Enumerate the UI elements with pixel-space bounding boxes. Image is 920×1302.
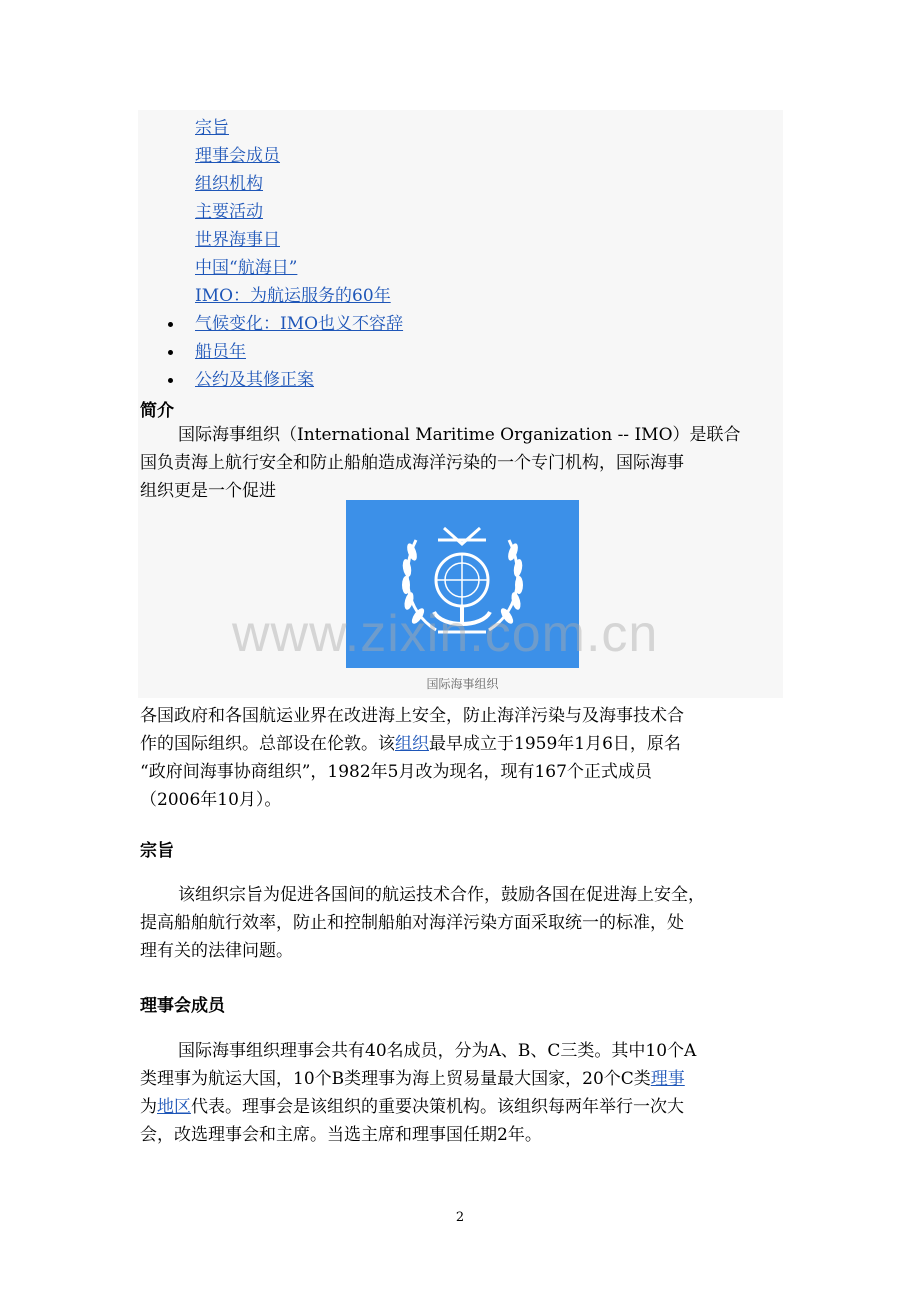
bullet-dot — [168, 350, 173, 355]
text-segment: 作的国际组织。总部设在伦敦。该 — [140, 734, 395, 754]
toc-link-council[interactable]: 理事会成员 — [195, 146, 280, 166]
bullet-dot — [168, 322, 173, 327]
section-heading-purpose: 宗旨 — [140, 841, 174, 861]
text-line: 提高船舶航行效率，防止和控制船舶对海洋污染方面采取统一的标准，处 — [140, 913, 684, 933]
text-segment: 类理事为航运大国，10个B类理事为海上贸易量最大国家，20个C类 — [140, 1069, 651, 1089]
text-line: “政府间海事协商组织”，1982年5月改为现名，现有167个正式成员 — [140, 762, 652, 782]
figure-caption: 国际海事组织 — [426, 677, 499, 691]
text-segment: 最早成立于1959年1月6日，原名 — [429, 734, 681, 754]
text-segment: 代表。理事会是该组织的重要决策机构。该组织每两年举行一次大 — [191, 1097, 684, 1117]
toc-link-activities[interactable]: 主要活动 — [195, 202, 263, 222]
organization-link[interactable]: 组织 — [395, 734, 429, 754]
purpose-paragraph — [140, 881, 785, 965]
council-member-link[interactable]: 理事 — [650, 1069, 685, 1089]
table-of-contents — [195, 114, 403, 394]
toc-link-climate[interactable]: 气候变化：IMO也义不容辞 — [195, 314, 404, 334]
text-line: 理有关的法律问题。 — [140, 941, 293, 961]
section-heading-council: 理事会成员 — [140, 996, 225, 1016]
text-line — [140, 730, 785, 758]
council-paragraph — [140, 1037, 785, 1149]
text-line: 国际海事组织理事会共有40名成员，分为A、B、C三类。其中10个A — [178, 1041, 697, 1061]
text-line: 各国政府和各国航运业界在改进海上安全，防止海洋污染与及海事技术合 — [140, 706, 684, 726]
toc-link-china-navigation-day[interactable]: 中国“航海日” — [195, 258, 298, 278]
text-line: 组织更是一个促进 — [140, 481, 276, 501]
text-line: 该组织宗旨为促进各国间的航运技术合作，鼓励各国在促进海上安全， — [178, 885, 705, 905]
section-heading-intro: 简介 — [140, 401, 174, 421]
toc-link-structure[interactable]: 组织机构 — [195, 174, 263, 194]
bullet-dot — [168, 378, 173, 383]
text-line: 国际海事组织（International Maritime Organization -- IMO）是联合 — [178, 425, 741, 445]
toc-link-purpose[interactable]: 宗旨 — [195, 118, 229, 138]
toc-link-maritime-day[interactable]: 世界海事日 — [195, 230, 280, 250]
region-link[interactable]: 地区 — [157, 1097, 191, 1117]
watermark: www.zixin.com.cn — [232, 605, 659, 663]
toc-link-seafarer-year[interactable]: 船员年 — [195, 342, 246, 362]
toc-link-imo-60-years[interactable]: IMO：为航运服务的60年 — [195, 286, 391, 306]
text-line — [140, 1065, 785, 1093]
intro-paragraph — [140, 421, 785, 505]
intro-continuation-paragraph — [140, 702, 785, 814]
page-number: 2 — [455, 1210, 465, 1225]
text-line: （2006年10月）。 — [140, 790, 282, 810]
toc-link-conventions[interactable]: 公约及其修正案 — [195, 370, 314, 390]
text-line: 国负责海上航行安全和防止船舶造成海洋污染的一个专门机构，国际海事 — [140, 453, 684, 473]
text-line: 会，改选理事会和主席。当选主席和理事国任期2年。 — [140, 1125, 542, 1145]
text-segment: 为 — [140, 1097, 157, 1117]
text-line — [140, 1093, 785, 1121]
